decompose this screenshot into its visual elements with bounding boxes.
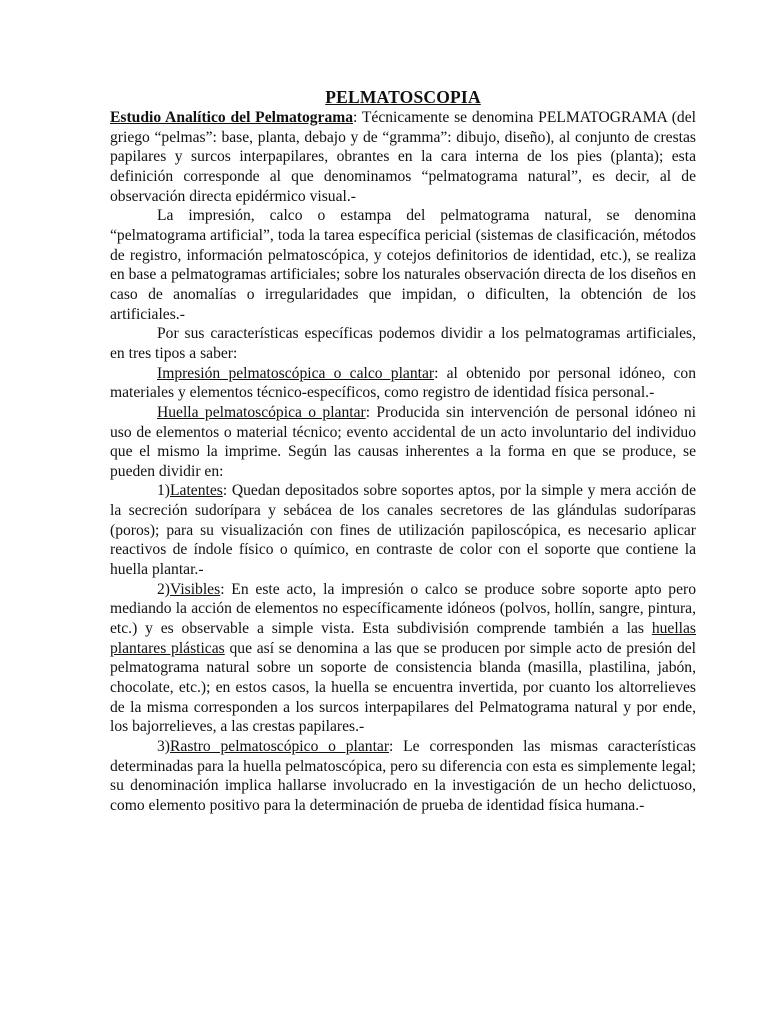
paragraph-types: Por sus características específicas podemos dividir a los pelmatogramas artificiales, en tres tipos a saber: xyxy=(110,325,696,362)
paragraph-impresion-text: : al obtenido por personal idóneo, con materiales y elementos técnico-específicos, como registro de identidad física personal.- xyxy=(110,364,697,402)
paragraph-intro-text: : Técnicamente se denomina PELMATOGRAMA (del griego “pelmas”: base, planta, debajo y de “gramma”: dibujo, diseño), al conjunto de crestas papilares y surcos interpapilares, obrantes en la cara interna de los pies (planta); esta definición corresponde al que denominamos “pelmatograma natural”, es decir, al de observación directa epidérmico visual.- xyxy=(110,109,696,205)
list-number-3: 3) xyxy=(157,738,170,755)
term-rastro: Rastro pelmatoscópico o plantar xyxy=(170,738,390,755)
paragraph-visibles xyxy=(110,580,696,737)
document-page xyxy=(110,87,696,816)
paragraph-rastro-text: : Le corresponden las mismas características determinadas para la huella pelmatoscópica, pero su diferencia con esta es simplemente legal; su denominación implica hallarse involucrado en la investigación de un hecho delictuoso, como elemento positivo para la determinación de prueba de identidad física humana.- xyxy=(110,738,696,814)
paragraph-latentes xyxy=(110,481,696,579)
term-huella: Huella pelmatoscópica o plantar xyxy=(157,403,366,421)
paragraph-intro xyxy=(110,108,696,206)
paragraph-latentes-text: : Quedan depositados sobre soportes aptos, por la simple y mera acción de la secreción sudorípara y sebácea de los canales secretores de las glándulas sudoríparas (poros); para su visualización con fines de utilización papiloscópica, es necesario aplicar reactivos de índole físico o químico, en contraste de color con el soporte que contiene la huella plantar.- xyxy=(110,482,696,579)
term-latentes: Latentes xyxy=(170,482,223,500)
paragraph-visibles-text-a: : En este acto, la impresión o calco se produce sobre soporte apto pero mediando la acción de elementos no específicamente idóneos (polvos, hollín, sangre, pintura, etc.) y es observable a simple vista. Esta subdivisión comprende también a las xyxy=(110,580,696,638)
section-heading: Estudio Analítico del Pelmatograma xyxy=(110,109,354,126)
paragraph-huella xyxy=(110,403,696,482)
list-number-1: 1) xyxy=(157,482,170,500)
paragraph-rastro xyxy=(110,737,696,816)
paragraph-impresion xyxy=(110,364,696,403)
paragraph-artificial: La impresión, calco o estampa del pelmatograma natural, se denomina “pelmatograma artificial”, toda la tarea específica pericial (sistemas de clasificación, métodos de registro, información pelmatoscópica, y cotejos definitorios de identidad, etc.), se realiza en base a pelmatogramas artificiales; sobre los naturales observación directa de los diseños en caso de anomalías o irregularidades que impidan, o dificulten, la obtención de los artificiales.- xyxy=(110,207,696,323)
term-impresion: Impresión pelmatoscópica o calco plantar xyxy=(157,364,435,382)
term-visibles: Visibles xyxy=(170,580,221,598)
list-number-2: 2) xyxy=(157,580,170,598)
paragraph-visibles-text-b: que así se denomina a las que se producen por simple acto de presión del pelmatograma natural sobre un soporte de consistencia blanda (masilla, plastilina, jabón, chocolate, etc.); en estos casos, la huella se encuentra invertida, por cuanto los altorrelieves de la misma corresponden a los surcos interpapilares del Pelmatograma natural y por ende, los bajorrelieves, a las crestas papilares.- xyxy=(110,639,696,736)
paragraph-huella-text: : Producida sin intervención de personal idóneo ni uso de elementos o material técnico; evento accidental de un acto involuntario del individuo que el mismo la imprime. Según las causas inherentes a la forma en que se produce, se pueden dividir en: xyxy=(110,403,697,480)
document-title: PELMATOSCOPIA xyxy=(325,87,481,107)
term-huellas-plasticas: huellas plantares plásticas xyxy=(110,620,696,657)
